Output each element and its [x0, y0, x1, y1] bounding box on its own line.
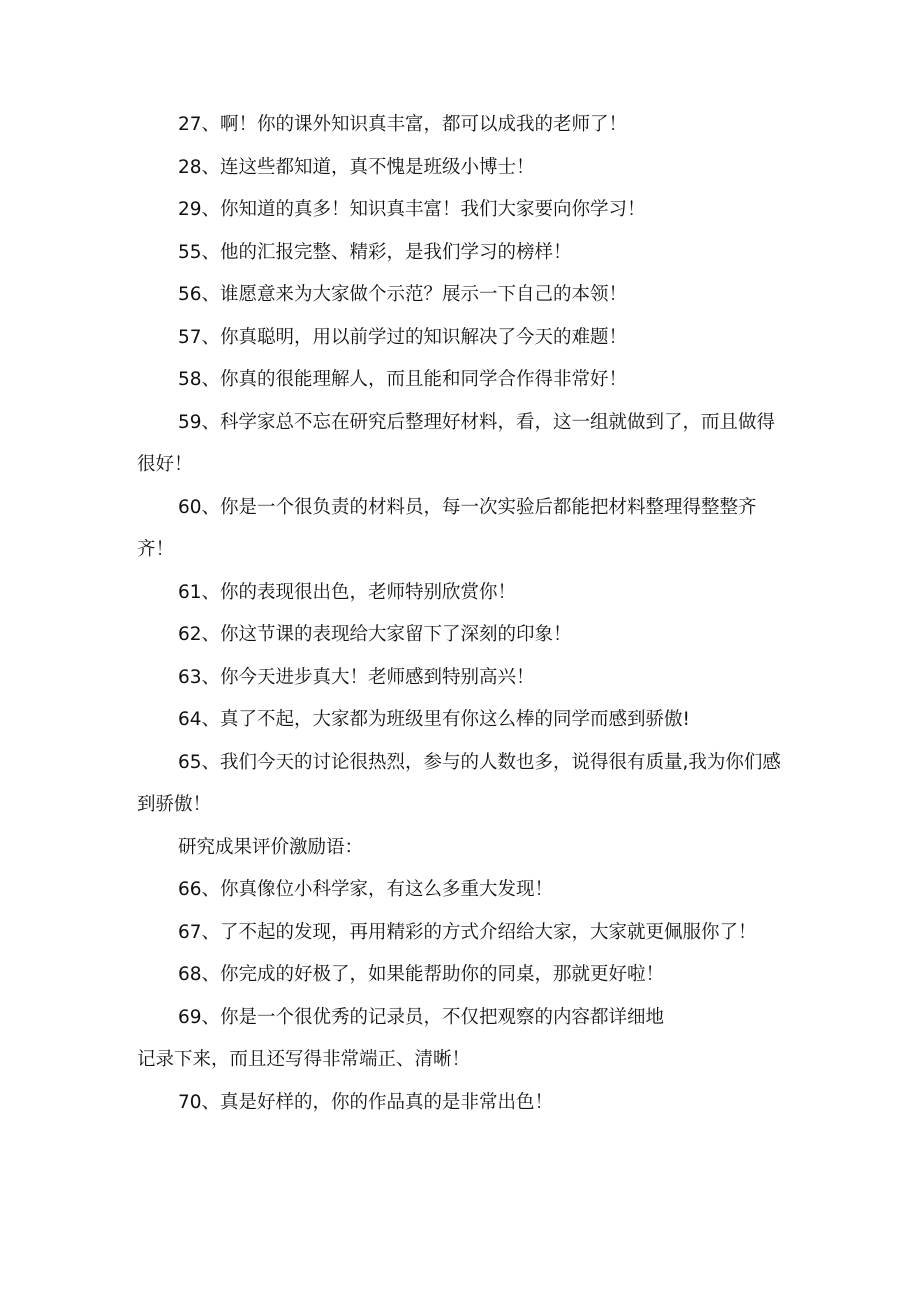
- paragraph-58: 58、你真的很能理解人，而且能和同学合作得非常好！: [178, 369, 628, 390]
- paragraph-65: 65、我们今天的讨论很热烈，参与的人数也多，说得很有质量,我为你们感到骄傲！: [137, 751, 781, 815]
- paragraph-69: [137, 997, 787, 1082]
- paragraph-66: 66、你真像位小科学家，有这么多重大发现！: [178, 879, 554, 900]
- section-heading-research-results: 研究成果评价激励语：: [178, 836, 364, 858]
- paragraph-69-line2: 记录下来，而且还写得非常端正、清晰！: [137, 1049, 471, 1070]
- paragraph-27: 27、啊！你的课外知识真丰富，都可以成我的老师了！: [178, 114, 628, 135]
- paragraph-61: 61、你的表现很出色，老师特别欣赏你！: [178, 581, 517, 603]
- paragraph-70: 70、真是好样的，你的作品真的是非常出色！: [178, 1091, 554, 1113]
- paragraph-56: 56、谁愿意来为大家做个示范？展示一下自己的本领！: [178, 284, 628, 305]
- paragraph-60: 60、你是一个很负责的材料员，每一次实验后都能把材料整理得整整齐齐！: [137, 496, 757, 560]
- paragraph-67: 67、了不起的发现，再用精彩的方式介绍给大家，大家就更佩服你了！: [178, 921, 757, 943]
- paragraph-62: 62、你这节课的表现给大家留下了深刻的印象！: [178, 624, 572, 645]
- paragraph-68: 68、你完成的好极了，如果能帮助你的同桌，那就更好啦！: [178, 964, 665, 985]
- paragraph-28: 28、连这些都知道，真不愧是班级小博士！: [178, 156, 535, 178]
- paragraph-64: 64、真了不起，大家都为班级里有你这么棒的同学而感到骄傲!: [178, 709, 690, 730]
- paragraph-55: 55、他的汇报完整、精彩，是我们学习的榜样！: [178, 241, 572, 263]
- paragraph-29: 29、你知道的真多！知识真丰富！我们大家要向你学习！: [178, 199, 646, 220]
- paragraph-69-line1: 69、你是一个很优秀的记录员，不仅把观察的内容都详细地: [178, 1006, 665, 1028]
- paragraph-57: 57、你真聪明，用以前学过的知识解决了今天的难题！: [178, 326, 628, 348]
- paragraph-59: 59、科学家总不忘在研究后整理好材料，看，这一组就做到了，而且做得很好！: [137, 411, 776, 475]
- document-body: [137, 104, 787, 1124]
- paragraph-63: 63、你今天进步真大！老师感到特别高兴！: [178, 666, 535, 688]
